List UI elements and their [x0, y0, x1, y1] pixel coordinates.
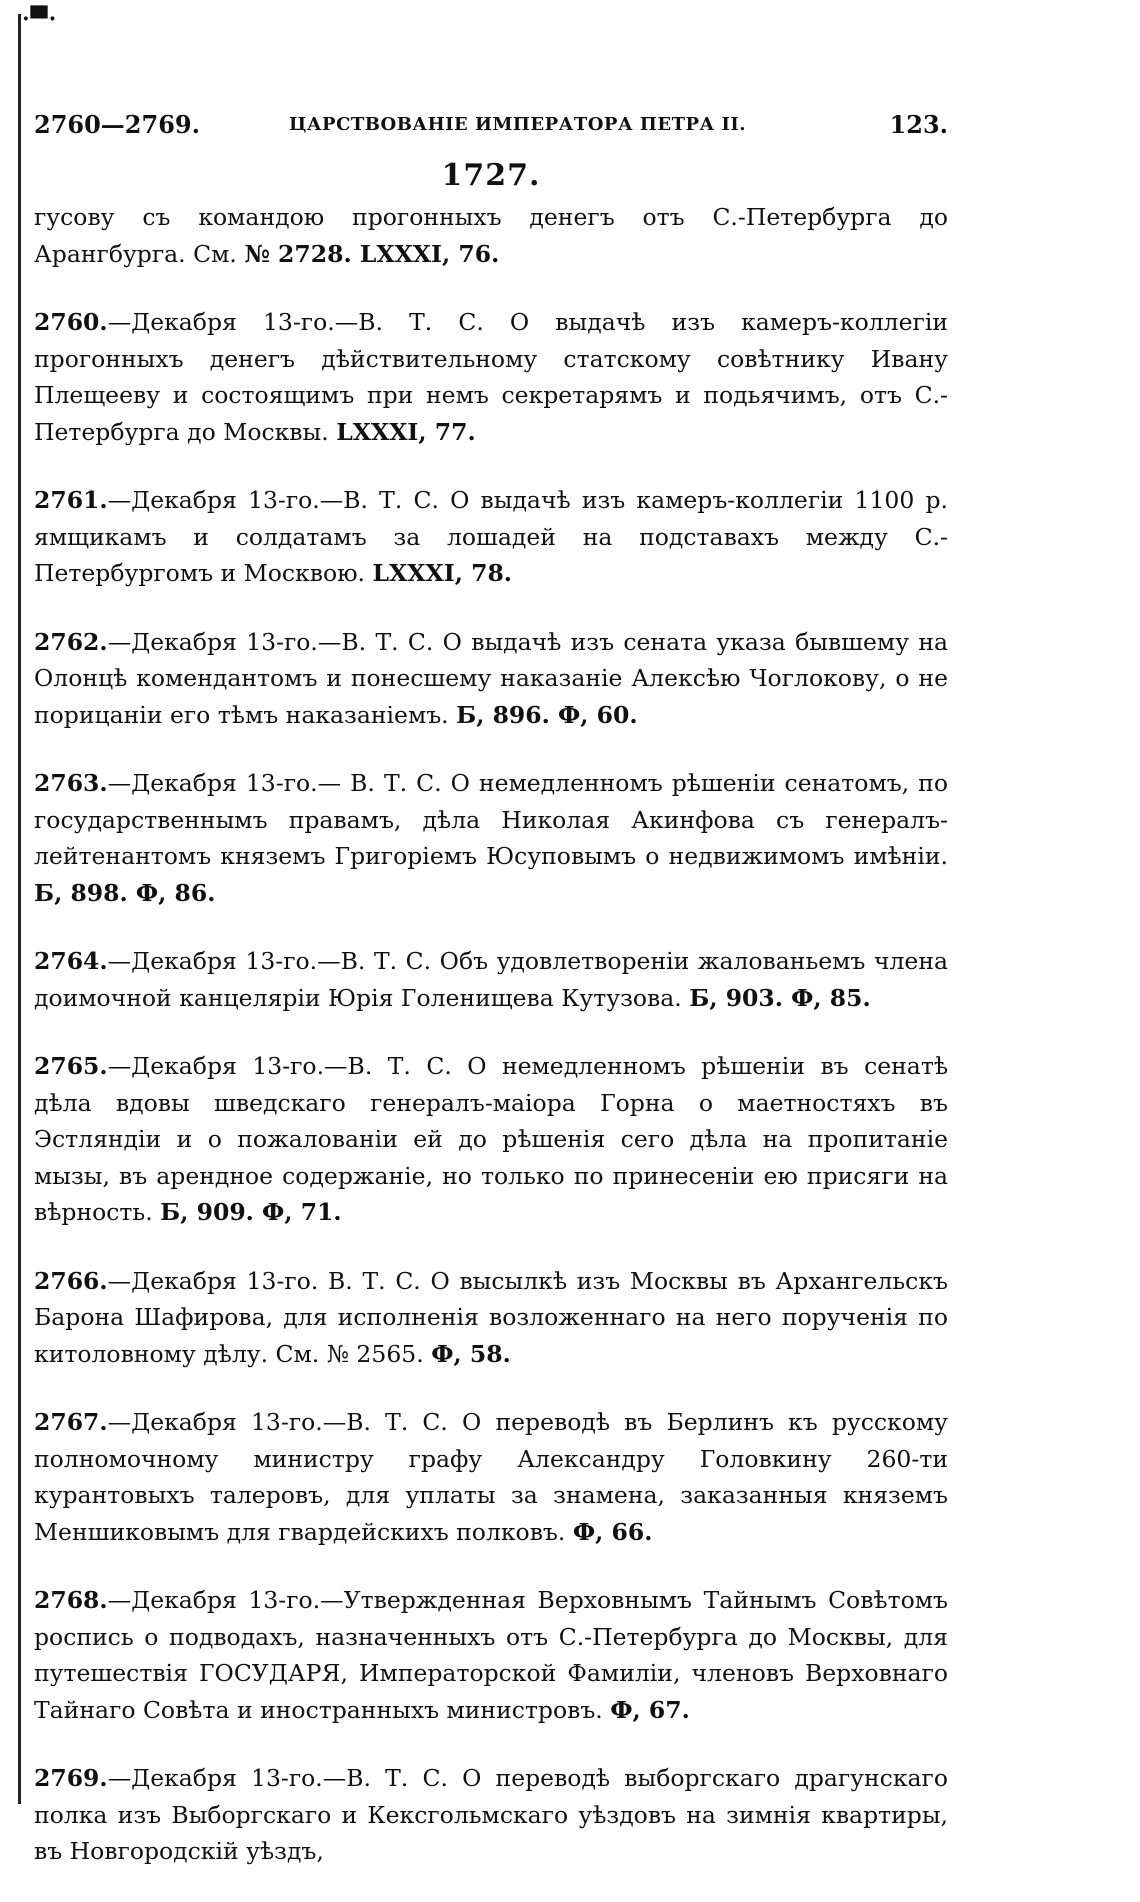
entry-2761: [34, 482, 948, 592]
entry-number: 2764.: [34, 947, 108, 975]
entry-2767: [34, 1404, 948, 1550]
entry-text: —Декабря 13-го.— В. Т. С. О немедленномъ рѣшеніи сенатомъ, по государственнымъ правамъ, дѣла Николая Акинфова съ генералъ-лейтенантомъ княземъ Григоріемъ Юсуповымъ о недвижимомъ имѣніи.: [34, 769, 948, 870]
entry-2768: [34, 1582, 948, 1728]
continuation-paragraph: [34, 199, 948, 272]
entry-number: 2768.: [34, 1586, 108, 1614]
running-header: [34, 110, 948, 150]
entry-2762: [34, 624, 948, 734]
entry-text: —Декабря 13-го.—В. Т. С. Объ удовлетвореніи жалованьемъ члена доимочной канцеляріи Юрія Голенищева Кутузова.: [34, 947, 948, 1012]
page-left-rule: [18, 14, 21, 1804]
entry-number: 2762.: [34, 627, 108, 656]
entry-number: 2765.: [34, 1052, 108, 1080]
entry-text: —Декабря 13-го.—В. Т. С. О немедленномъ рѣшеніи въ сенатѣ дѣла вдовы шведскаго генералъ-маіора Горна о маетностяхъ въ Эстляндіи и о пожалованіи ей до рѣшенія сего дѣла на пропитаніе мызы, въ арендное содержаніе, но только по принесеніи ею присяги на вѣрность.: [34, 1052, 948, 1226]
entry-2763: [34, 765, 948, 911]
entry-number: 2766.: [34, 1266, 108, 1295]
entry-ref: LXXXI, 78.: [372, 559, 512, 587]
entry-number: 2763.: [34, 769, 108, 797]
corner-ink-mark: ·▀·: [22, 6, 58, 32]
header-page-number: 123.: [889, 110, 948, 139]
entry-text: —Декабря 13-го.—В. Т. С. О переводѣ выборгскаго драгунскаго полка изъ Выборгскаго и Кексгольмскаго уѣздовъ на зимнія квартиры, въ Новгородскій уѣздъ,: [34, 1764, 948, 1865]
entry-text: —Декабря 13-го. В. Т. С. О высылкѣ изъ Москвы въ Архангельскъ Барона Шафирова, для исполненія возложеннаго на него порученія по китоловному дѣлу. См. № 2565.: [34, 1266, 948, 1368]
entry-number: 2761.: [34, 486, 108, 514]
header-page-range: 2760—2769.: [34, 110, 200, 139]
continuation-ref: № 2728. LXXXI, 76.: [244, 239, 500, 268]
entry-text: —Декабря 13-го.—В. Т. С. О выдачѣ изъ сената указа бывшему на Олонцѣ комендантомъ и понесшему наказаніе Алексѣю Чоглокову, о не порицаніи его тѣмъ наказаніемъ.: [34, 627, 948, 729]
entry-text: —Декабря 13-го.—Утвержденная Верховнымъ Тайнымъ Совѣтомъ роспись о подводахъ, назначенныхъ отъ С.-Петербурга до Москвы, для путешествія ГОСУДАРЯ, Императорской Фамиліи, членовъ Верховнаго Тайнаго Совѣта и иностранныхъ министровъ.: [34, 1586, 948, 1724]
entry-text: —Декабря 13-го.—В. Т. С. О переводѣ въ Берлинъ къ русскому полномочному министру графу Александру Головкину 260-ти курантовыхъ талеровъ, для уплаты за знамена, заказанныя княземъ Меншиковымъ для гвардейскихъ полковъ.: [34, 1408, 948, 1546]
entry-number: 2769.: [34, 1764, 108, 1792]
entry-ref: Б, 898. Ф, 86.: [34, 878, 216, 907]
entry-text: —Декабря 13-го.—В. Т. С. О выдачѣ изъ камеръ-коллегіи прогонныхъ денегъ дѣйствительному статскому совѣтнику Ивану Плещееву и состоящимъ при немъ секретарямъ и подьячимъ, отъ С.-Петербурга до Москвы.: [34, 308, 948, 446]
year-heading: 1727.: [441, 158, 541, 193]
entry-ref: Ф, 58.: [431, 1339, 511, 1368]
entry-ref: Ф, 67.: [610, 1695, 690, 1724]
entry-ref: Б, 909. Ф, 71.: [160, 1198, 342, 1226]
entry-ref: Б, 903. Ф, 85.: [689, 983, 871, 1012]
entry-2760: [34, 304, 948, 450]
page-body: [34, 110, 948, 1902]
continuation-text: гусову съ командою прогонныхъ денегъ отъ С.-Петербурга до Арангбурга. См.: [34, 203, 948, 268]
entry-number: 2760.: [34, 308, 108, 336]
entry-2766: [34, 1263, 948, 1373]
header-running-title: ЦАРСТВОВАНІЕ ИМПЕРАТОРА ПЕТРА II.: [289, 114, 747, 135]
entry-2764: [34, 943, 948, 1016]
entry-number: 2767.: [34, 1408, 108, 1436]
entry-ref: LXXXI, 77.: [336, 417, 476, 446]
entry-text: —Декабря 13-го.—В. Т. С. О выдачѣ изъ камеръ-коллегіи 1100 р. ямщикамъ и солдатамъ за лошадей на подставахъ между С.-Петербургомъ и Москвою.: [34, 486, 948, 587]
entry-2769: [34, 1760, 948, 1870]
entry-2765: [34, 1048, 948, 1231]
entry-ref: Б, 896. Ф, 60.: [456, 700, 638, 729]
entry-ref: Ф, 66.: [572, 1517, 653, 1546]
